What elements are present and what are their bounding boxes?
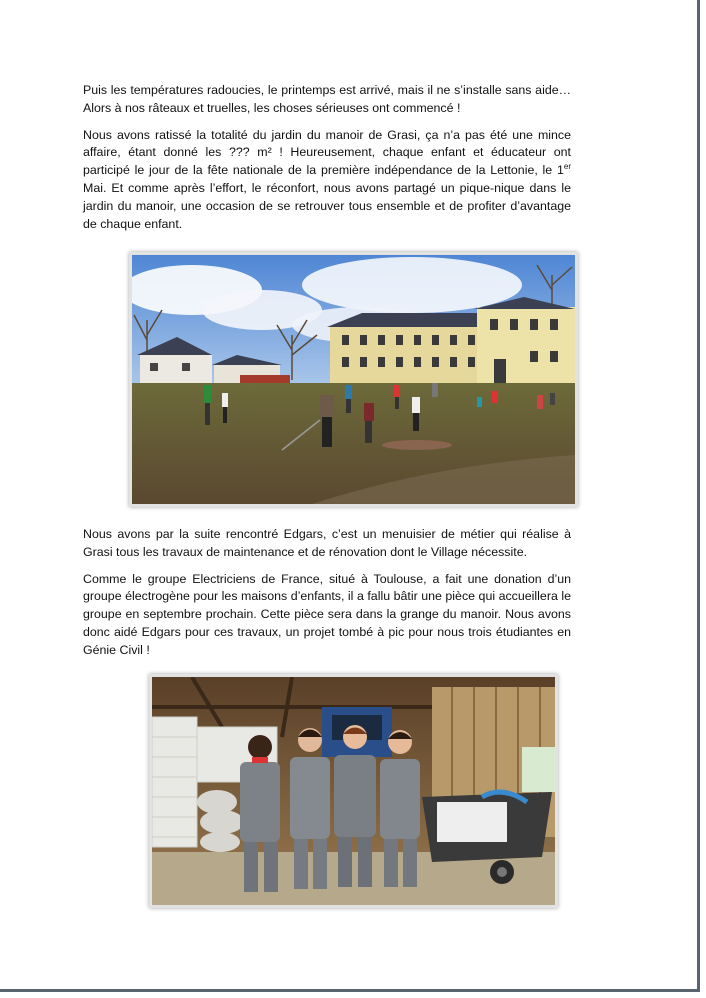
text-block-top bbox=[83, 82, 571, 242]
barn-workers-photo bbox=[149, 674, 558, 908]
text-block-bottom bbox=[83, 526, 571, 669]
barn-photo-drawing bbox=[152, 677, 555, 905]
garden-photo-drawing bbox=[132, 255, 575, 504]
garden-raking-photo bbox=[129, 252, 578, 507]
paragraph-2-start: Nous avons ratissé la totalité du jardin du manoir de Grasi, ça n’a pas été une mince affaire, étant donné les ??? m² ! Heureusement, chaque enfant et éducateur ont participé le jour de la fête nationale de la première indépendance de la Lettonie, le 1 bbox=[83, 127, 571, 178]
paragraph-1: Puis les températures radoucies, le printemps est arrivé, mais il ne s’installe sans aide… Alors à nos râteaux et truelles, les choses sérieuses ont commencé ! bbox=[83, 83, 571, 115]
ordinal-superscript: er bbox=[563, 162, 571, 172]
paragraph-3: Nous avons par la suite rencontré Edgars, c’est un menuisier de métier qui réalise à Grasi tous les travaux de maintenance et de rénovation dont le Village nécessite. bbox=[83, 527, 571, 559]
paragraph-2 bbox=[83, 127, 571, 234]
paragraph-2-end: Mai. Et comme après l’effort, le réconfort, nous avons partagé un pique-nique dans le jardin du manoir, une occasion de se retrouver tous ensemble et de profiter d’avantage de chaque enfant. bbox=[83, 180, 571, 231]
paragraph-4: Comme le groupe Electriciens de France, situé à Toulouse, a fait une donation d’un groupe électrogène pour les maisons d’enfants, il a fallu bâtir une pièce qui accueillera le groupe en septembre prochain. Cette pièce sera dans la grange du manoir. Nous avons donc aidé Edgars pour ces travaux, un projet tombé à pic pour nous trois étudiantes en Génie Civil ! bbox=[83, 571, 571, 657]
